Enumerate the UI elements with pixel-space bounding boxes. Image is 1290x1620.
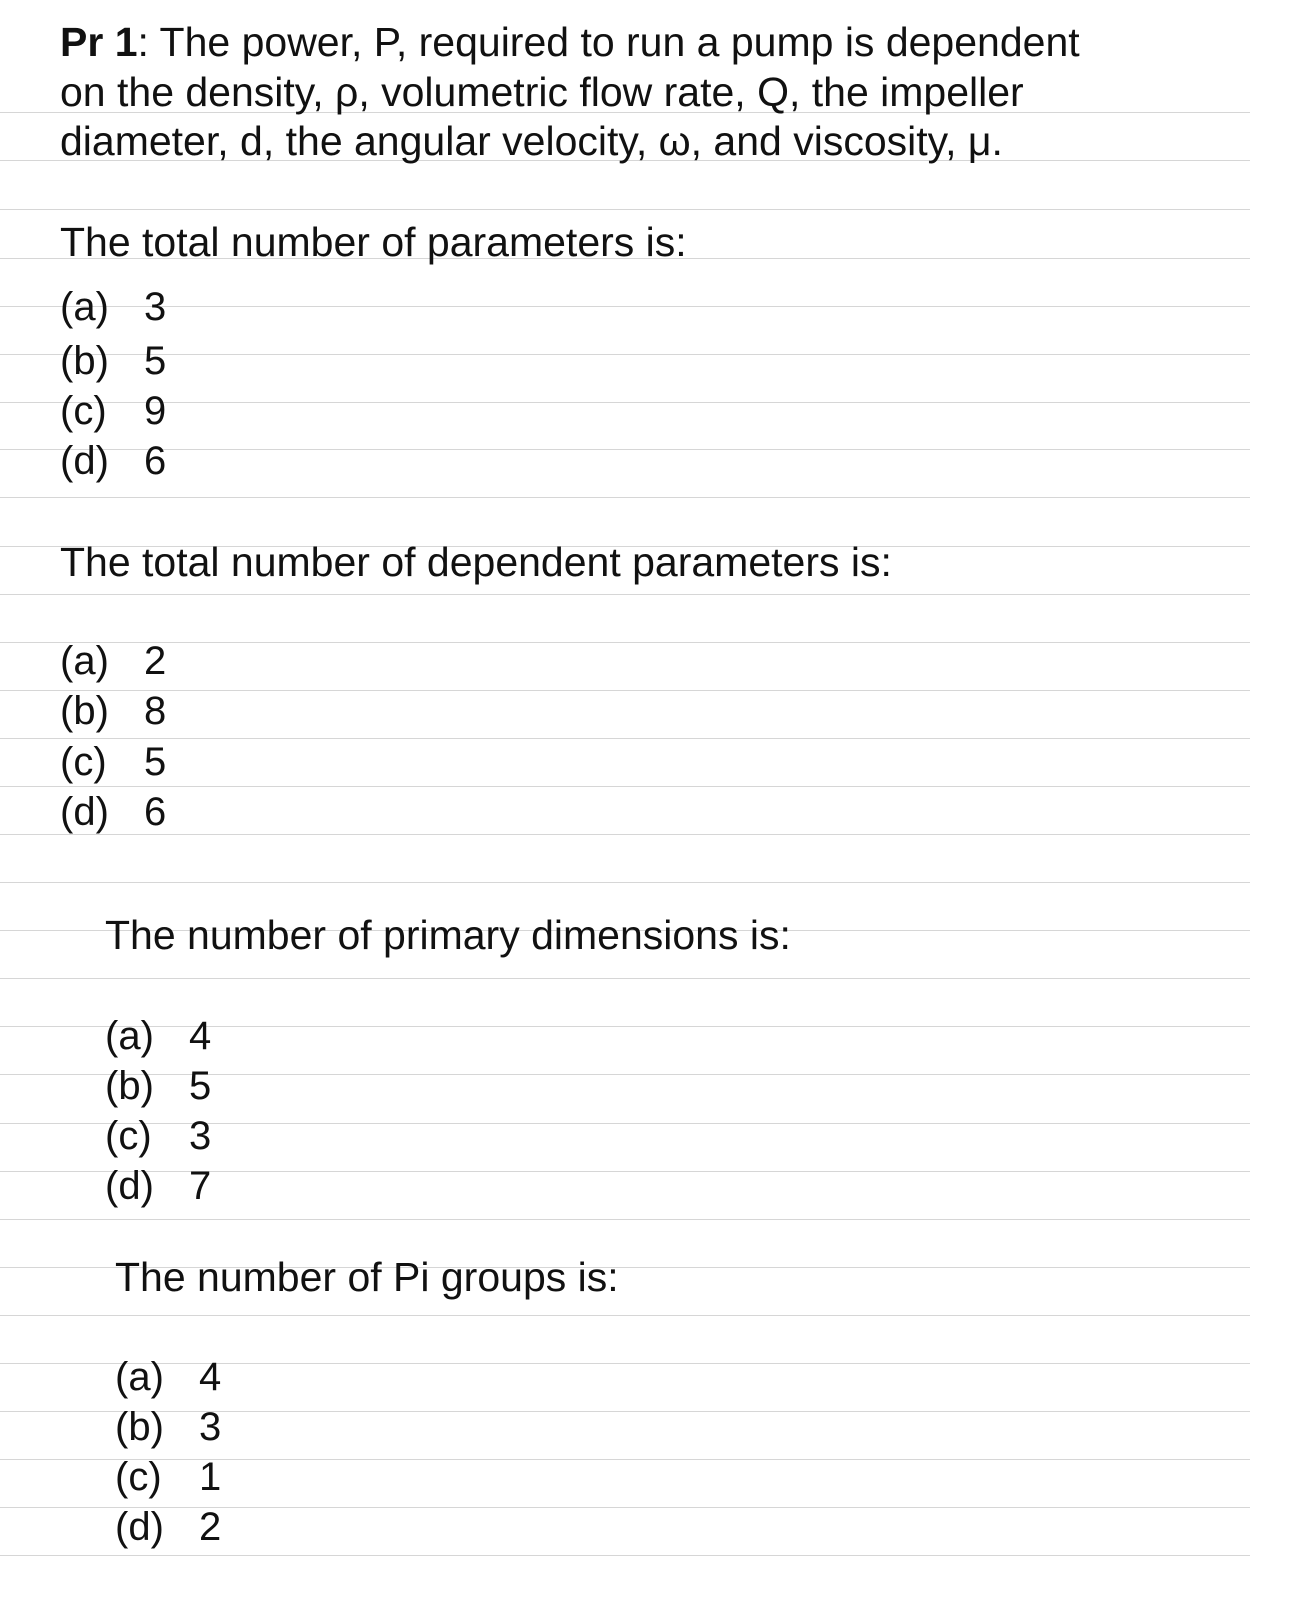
option-value: 6 xyxy=(144,790,167,834)
option-value: 5 xyxy=(144,740,167,784)
problem-label: Pr 1 xyxy=(60,19,138,65)
rule-line xyxy=(0,690,1250,691)
rule-line xyxy=(0,786,1250,787)
option-value: 3 xyxy=(199,1405,222,1449)
option-value: 2 xyxy=(144,639,167,683)
rule-line xyxy=(0,642,1250,643)
rule-line xyxy=(0,449,1250,450)
rule-line xyxy=(0,1555,1250,1556)
option-letter: (c) xyxy=(105,1114,152,1158)
option-b[interactable] xyxy=(60,691,166,731)
option-c[interactable] xyxy=(105,1116,211,1156)
option-a[interactable] xyxy=(60,641,166,681)
option-d[interactable] xyxy=(105,1166,211,1206)
option-c[interactable] xyxy=(60,742,166,782)
option-letter: (d) xyxy=(105,1164,154,1208)
option-c[interactable] xyxy=(60,391,166,431)
rule-line xyxy=(0,594,1250,595)
option-letter: (c) xyxy=(60,740,107,784)
option-d[interactable] xyxy=(60,441,166,481)
option-value: 5 xyxy=(144,339,167,383)
option-a[interactable] xyxy=(115,1357,221,1397)
question-prompt: The number of primary dimensions is: xyxy=(105,912,791,958)
rule-line xyxy=(0,882,1250,883)
option-letter: (a) xyxy=(60,639,109,683)
rule-line xyxy=(0,1219,1250,1220)
rule-line xyxy=(0,497,1250,498)
option-value: 3 xyxy=(189,1114,212,1158)
option-a[interactable] xyxy=(60,287,166,327)
option-value: 2 xyxy=(199,1505,222,1549)
question-prompt: The total number of parameters is: xyxy=(60,219,687,265)
option-b[interactable] xyxy=(60,341,166,381)
option-letter: (a) xyxy=(115,1355,164,1399)
option-b[interactable] xyxy=(115,1407,221,1447)
rule-line xyxy=(0,354,1250,355)
option-letter: (b) xyxy=(105,1064,154,1108)
option-value: 6 xyxy=(144,439,167,483)
question-prompt: The number of Pi groups is: xyxy=(115,1254,619,1300)
option-value: 4 xyxy=(189,1014,212,1058)
option-value: 1 xyxy=(199,1455,222,1499)
rule-line xyxy=(0,738,1250,739)
problem-line-2: on the density, ρ, volumetric flow rate, Q, the impeller xyxy=(60,69,1024,115)
problem-line-3: diameter, d, the angular velocity, ω, and viscosity, μ. xyxy=(60,118,1003,164)
option-d[interactable] xyxy=(115,1507,221,1547)
option-letter: (d) xyxy=(115,1505,164,1549)
option-c[interactable] xyxy=(115,1457,221,1497)
option-value: 9 xyxy=(144,389,167,433)
rule-line xyxy=(0,306,1250,307)
problem-text-1: The power, P, required to run a pump is dependent xyxy=(148,19,1080,65)
option-b[interactable] xyxy=(105,1066,211,1106)
option-value: 8 xyxy=(144,689,167,733)
rule-line xyxy=(0,978,1250,979)
rule-line xyxy=(0,1315,1250,1316)
option-letter: (b) xyxy=(115,1405,164,1449)
question-prompt: The total number of dependent parameters is: xyxy=(60,539,892,585)
problem-label-sep: : xyxy=(137,19,149,65)
option-value: 5 xyxy=(189,1064,212,1108)
option-letter: (b) xyxy=(60,339,109,383)
rule-line xyxy=(0,834,1250,835)
option-letter: (d) xyxy=(60,790,109,834)
option-letter: (c) xyxy=(60,389,107,433)
problem-line-1 xyxy=(60,19,1080,65)
option-value: 4 xyxy=(199,1355,222,1399)
option-letter: (a) xyxy=(105,1014,154,1058)
option-value: 3 xyxy=(144,285,167,329)
option-letter: (a) xyxy=(60,285,109,329)
option-letter: (d) xyxy=(60,439,109,483)
option-letter: (c) xyxy=(115,1455,162,1499)
rule-line xyxy=(0,209,1250,210)
option-letter: (b) xyxy=(60,689,109,733)
option-d[interactable] xyxy=(60,792,166,832)
option-value: 7 xyxy=(189,1164,212,1208)
option-a[interactable] xyxy=(105,1016,211,1056)
rule-line xyxy=(0,402,1250,403)
